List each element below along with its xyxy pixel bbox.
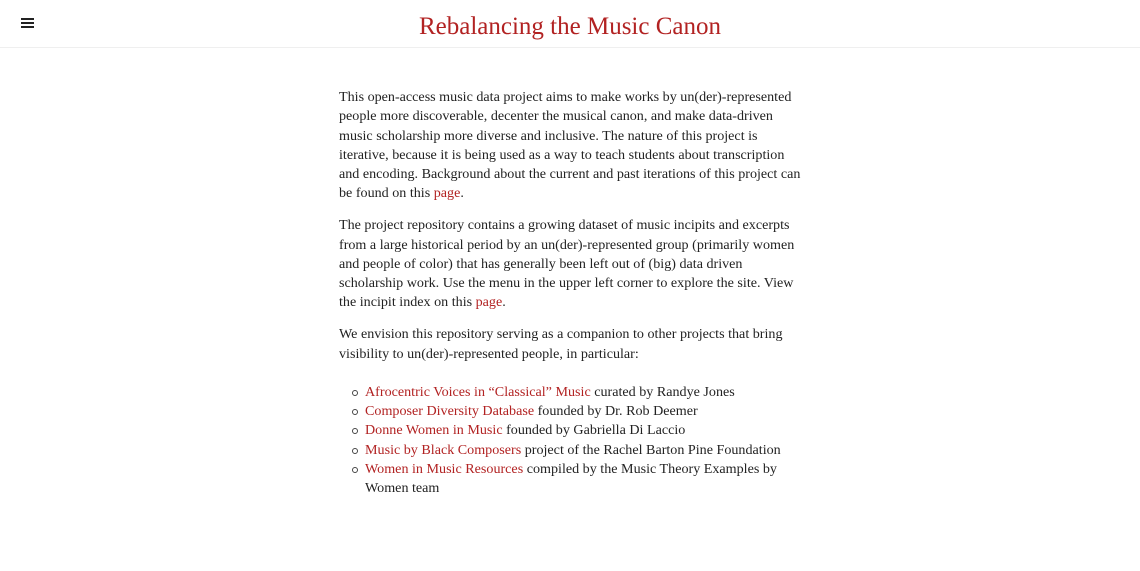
intro-period: . [460,185,464,202]
projects-list [339,383,801,499]
companion-paragraph: We envision this repository serving as a companion to other projects that bring visibility to un(der)-represented people, in particular: [339,326,783,362]
donne-women-in-music-link[interactable]: Donne Women in Music [365,422,503,439]
repository-period: . [502,294,506,311]
list-item-description: founded by Dr. Rob Deemer [534,403,698,420]
list-item [365,421,801,440]
top-bar [0,0,1140,48]
list-item-description: compiled by the Music Theory Examples by Women team [365,461,777,497]
intro-paragraph [339,88,801,204]
intro-text: This open-access music data project aims to make works by un(der)-represented people more discoverable, decenter the musical canon, and make data-driven music scholarship more diverse and inclusive. The nature of this project is iterative, because it is being used as a way to teach students about transcription and encoding. Background about the current and past iterations of this project can be found on this [339,89,801,202]
main-content [339,88,801,499]
list-item [365,441,801,460]
repository-paragraph [339,216,801,312]
background-page-link[interactable]: page [433,185,461,202]
repository-text: The project repository contains a growing dataset of music incipits and excerpts from a large historical period by an un(der)-represented group (primarily women and people of color) that has generally been left out of (big) data driven scholarship work. Use the menu in the upper left corner to explore the site. View the incipit index on this [339,217,795,311]
site-title[interactable]: Rebalancing the Music Canon [418,13,721,40]
music-by-black-composers-link[interactable]: Music by Black Composers [365,441,522,458]
list-item-description: project of the Rachel Barton Pine Foundation [521,441,781,458]
list-item [365,460,801,499]
women-in-music-resources-link[interactable]: Women in Music Resources [365,461,524,478]
list-item-description: founded by Gabriella Di Laccio [502,422,686,439]
list-item-description: curated by Randye Jones [590,383,735,400]
afrocentric-voices-link[interactable]: Afrocentric Voices in “Classical” Music [365,383,591,400]
list-item [365,402,801,421]
incipit-index-link[interactable]: page [475,294,503,311]
composer-diversity-database-link[interactable]: Composer Diversity Database [365,403,535,420]
list-item [365,383,801,402]
